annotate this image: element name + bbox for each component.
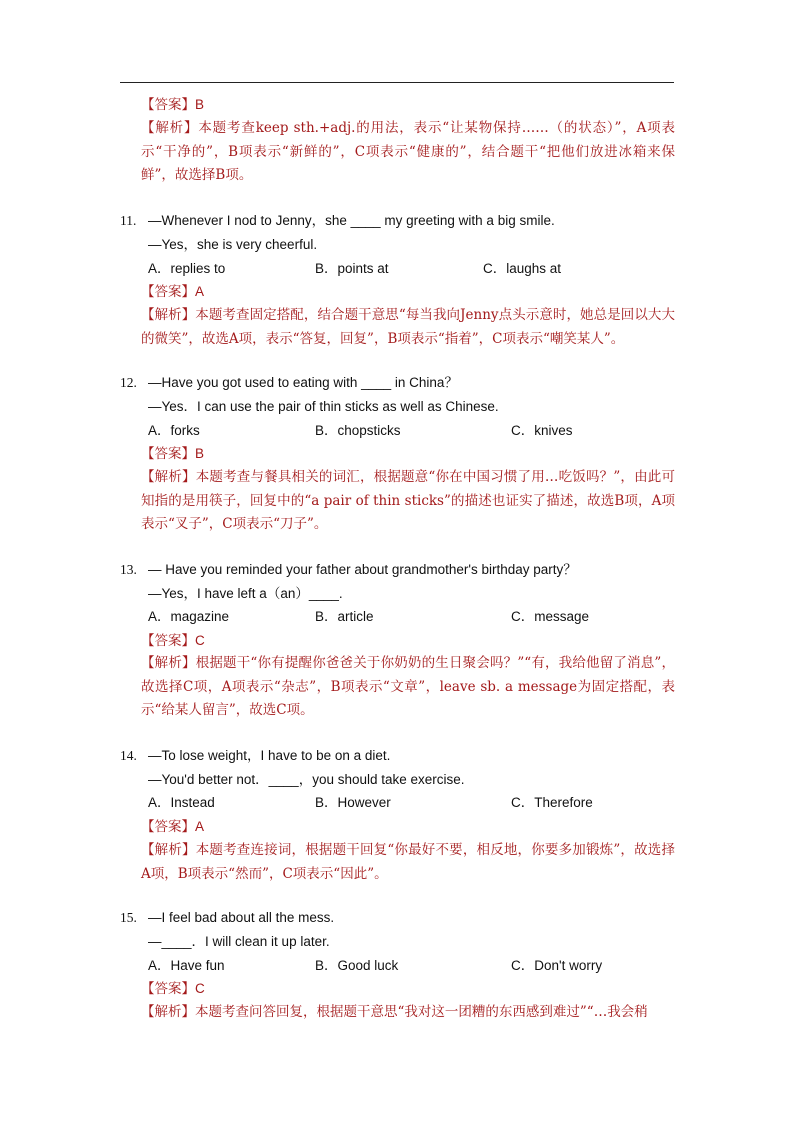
option-12-a: A．forks [148, 423, 200, 438]
option-15-b: B．Good luck [315, 958, 399, 973]
explanation-14: 【解析】本题考查连接词，根据题干回复“你最好不要，相反地，你要多加锻炼”，故选择A项，B项表示“然而”，C项表示“因此”。 [141, 842, 675, 882]
option-12-b: B．chopsticks [315, 423, 401, 438]
answer-13: 【答案】C [141, 633, 205, 648]
question-12-line-2: —Yes．I can use the pair of thin sticks as well as Chinese. [148, 399, 499, 414]
explanation-10: 【解析】本题考查keep sth.+adj.的用法，表示“让某物保持……（的状态）”，A项表示“干净的”，B项表示“新鲜的”，C项表示“健康的”，结合题干“把他们放进冰箱来保鲜”，故选择B项。 [141, 120, 675, 183]
question-13-line-2: —Yes，I have left a（an）____. [148, 586, 343, 601]
option-13-c: C．message [511, 609, 590, 624]
explanation-11: 【解析】本题考查固定搭配，结合题干意思“每当我向Jenny点头示意时，她总是回以大大的微笑”，故选A项，表示“答复，回复”，B项表示“指着”，C项表示“嘲笑某人”。 [141, 307, 675, 347]
answer-14: 【答案】A [141, 819, 205, 834]
question-14-line-1: —To lose weight，I have to be on a diet. [148, 748, 391, 763]
option-12-c: C．knives [511, 423, 573, 438]
question-15-line-2: —____．I will clean it up later. [148, 934, 330, 949]
option-14-b: B．However [315, 795, 391, 810]
question-12-line-1: —Have you got used to eating with ____ in China？ [148, 375, 458, 390]
option-11-c: C．laughs at [483, 261, 562, 276]
option-14-c: C．Therefore [511, 795, 593, 810]
answer-15: 【答案】C [141, 981, 205, 996]
option-11-b: B．points at [315, 261, 389, 276]
question-11-line-1: —Whenever I nod to Jenny，she ____ my greeting with a big smile. [148, 213, 555, 228]
question-11-line-2: —Yes，she is very cheerful. [148, 237, 318, 252]
explanation-13: 【解析】根据题干“你有提醒你爸爸关于你奶奶的生日聚会吗？”“有，我给他留了消息”，故选择C项，A项表示“杂志”，B项表示“文章”，leave sb. a message为固定搭配，表示“给某人留言”，故选C项。 [141, 655, 675, 718]
question-14-line-2: —You'd better not．____，you should take exercise. [148, 772, 465, 787]
option-15-c: C．Don't worry [511, 958, 603, 973]
explanation-12: 【解析】本题考查与餐具相关的词汇，根据题意“你在中国习惯了用…吃饭吗？”，由此可知指的是用筷子，回复中的“a pair of thin sticks”的描述也证实了描述，故选B项，A项表示“叉子”，C项表示“刀子”。 [141, 469, 675, 532]
explanation-15: 【解析】本题考查问答回复，根据题干意思“我对这一团糟的东西感到难过”“…我会稍 [141, 1004, 648, 1020]
question-number-12: 12. [120, 375, 137, 390]
answer-10: 【答案】B [141, 97, 205, 112]
option-11-a: A．replies to [148, 261, 226, 276]
header-rule [120, 82, 674, 83]
question-number-15: 15. [120, 910, 137, 925]
option-13-b: B．article [315, 609, 374, 624]
question-13-line-1: — Have you reminded your father about grandmother's birthday party？ [148, 562, 577, 577]
option-15-a: A．Have fun [148, 958, 225, 973]
question-number-11: 11. [120, 213, 137, 228]
answer-12: 【答案】B [141, 446, 205, 461]
option-13-a: A．magazine [148, 609, 230, 624]
question-number-13: 13. [120, 562, 137, 577]
question-number-14: 14. [120, 748, 137, 763]
option-14-a: A．Instead [148, 795, 215, 810]
answer-11: 【答案】A [141, 284, 205, 299]
question-15-line-1: —I feel bad about all the mess. [148, 910, 335, 925]
